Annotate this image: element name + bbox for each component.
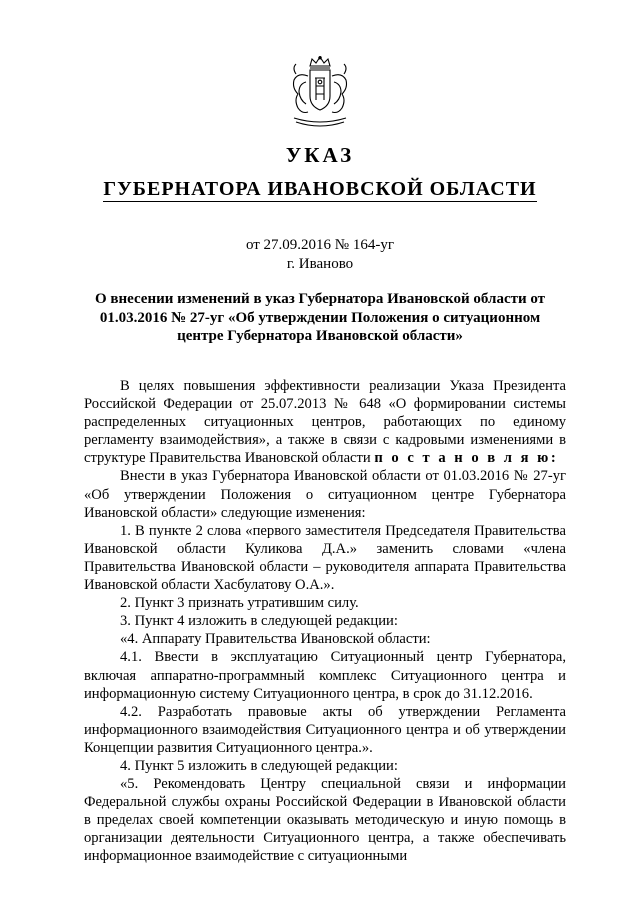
document-body xyxy=(84,377,566,866)
document-subject: О внесении изменений в указ Губернатора Ивановской области от 01.03.2016 № 27-уг «Об утверждении Положения о ситуационном центре Губернатора Ивановской области» xyxy=(94,291,546,344)
decree-word: п о с т а н о в л я ю: xyxy=(374,450,559,467)
document-date-number: от 27.09.2016 № 164-уг xyxy=(245,237,395,253)
paragraph: 4.2. Разработать правовые акты об утверждении Регламента информационного взаимодействия Ситуационного центра и об утверждении Концепции развития Ситуационного центра.». xyxy=(84,703,566,756)
paragraph: 4. Пункт 5 изложить в следующей редакции: xyxy=(120,757,398,774)
paragraph: 4.1. Ввести в эксплуатацию Ситуационный центр Губернатора, включая аппаратно-программный комплекс Ситуационного центра и информационную систему Ситуационного центра, в срок до 31.12.2016. xyxy=(84,649,566,702)
paragraph: Внести в указ Губернатора Ивановской области от 01.03.2016 № 27-уг «Об утверждении Положения о ситуационном центре Губернатора Ивановской области» следующие изменения: xyxy=(84,468,566,521)
subtitle-text: ГУБЕРНАТОРА ИВАНОВСКОЙ ОБЛАСТИ xyxy=(103,178,537,200)
document-subtitle xyxy=(0,178,640,201)
paragraph xyxy=(84,377,566,467)
coat-of-arms-icon xyxy=(286,56,354,128)
paragraph: 2. Пункт 3 признать утратившим силу. xyxy=(120,595,359,612)
paragraph: 1. В пункте 2 слова «первого заместителя Председателя Правительства Ивановской области Куликова Д.А.» заменить словами «члена Правительства Ивановской области – руководителя аппарата Правительства Ивановской области Хасбулатову О.А.». xyxy=(84,522,566,594)
paragraph-text: В целях повышения эффективности реализации Указа Президента Российской Федерации от 25.07.2013 № 648 «О формировании системы распределенных ситуационных центров, работающих по единому регламенту взаимодействия», а также в связи с кадровыми изменениями в структуре Правительства Ивановской области xyxy=(84,378,566,467)
document-title: УКАЗ xyxy=(285,143,355,167)
paragraph: «5. Рекомендовать Центру специальной связи и информации Федеральной службы охраны Российской Федерации в Ивановской области в пределах своей компетенции оказывать методическую и иную помощь в организации деятельности Ситуационного центра, а также обеспечивать информационное взаимодействие с ситуационными xyxy=(84,776,566,865)
paragraph: «4. Аппарату Правительства Ивановской области: xyxy=(120,631,431,648)
paragraph: 3. Пункт 4 изложить в следующей редакции: xyxy=(120,613,398,630)
document-city: г. Иваново xyxy=(286,256,354,272)
